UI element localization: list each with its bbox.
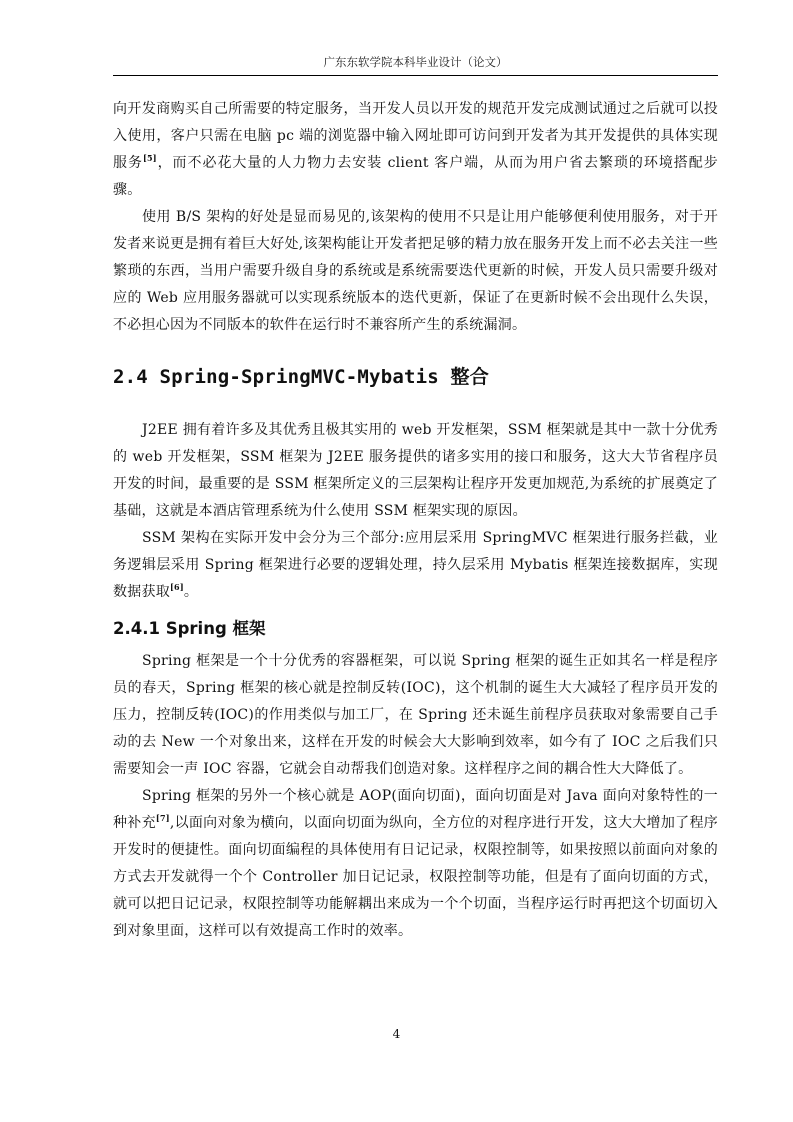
- paragraph-text: Spring 框架的另外一个核心就是 AOP(面向切面)，面向切面是对 Java 面向对象特性的一种补充: [113, 788, 718, 831]
- paragraph-continued: [113, 96, 718, 204]
- paragraph-j2ee: [113, 417, 718, 525]
- paragraph-text: J2EE 拥有着许多及其优秀且极其实用的 web 开发框架，SSM 框架就是其中一款十分优秀的 web 开发框架，SSM 框架为 J2EE 服务提供的诸多实用的接口和服务，这大大节省程序员开发的时间，最重要的是 SSM 框架所定义的三层架构让程序开发更加规范,为系统的扩展奠定了基础，这就是本酒店管理系统为什么使用 SSM 框架实现的原因。: [113, 422, 718, 519]
- paragraph-text-tail: ，而不必花大量的人力物力去安装 client 客户端，从而为用户省去繁琐的环境搭配步骤。: [113, 155, 719, 198]
- page-number: 4: [392, 1027, 401, 1041]
- citation-6: [6]: [170, 582, 184, 592]
- paragraph-spring-ioc: [113, 648, 718, 783]
- section-heading-2-4-1: 2.4.1 Spring 框架: [113, 619, 266, 638]
- paragraph-text: 使用 B/S 架构的好处是显而易见的,该架构的使用不只是让用户能够便利使用服务，对于开发者来说更是拥有着巨大好处,该架构能让开发者把足够的精力放在服务开发上而不必去关注一些繁琐的东西，当用户需要升级自身的系统或是系统需要迭代更新的时候，开发人员只需要升级对应的 Web 应用服务器就可以实现系统版本的迭代更新，保证了在更新时候不会出现什么失误，不必担心因为不同版本的软件在运行时不兼容所产生的系统漏洞。: [113, 209, 718, 333]
- running-header: 广东东软学院本科毕业设计（论文）: [323, 55, 508, 69]
- paragraph-ssm-layers: [113, 525, 718, 606]
- body-content: [113, 96, 718, 945]
- paragraph-text-tail: ,以面向对象为横向，以面向切面为纵向，全方位的对程序进行开发，这大大增加了程序开发时的便捷性。面向切面编程的具体使用有日记记录，权限控制等，如果按照以前面向对象的方式去开发就得一个个 Controller 加日记记录，权限控制等功能，但是有了面向切面的方式，就可以把日记记录，权限控制等功能解耦出来成为一个个切面，当程序运行时再把这个切面切入到对象里面，这样可以有效提高工作时的效率。: [113, 815, 719, 939]
- paragraph-text: Spring 框架是一个十分优秀的容器框架，可以说 Spring 框架的诞生正如其名一样是程序员的春天，Spring 框架的核心就是控制反转(IOC)，这个机制的诞生大大减轻了程序员开发的压力，控制反转(IOC)的作用类似与加工厂，在 Spring 还未诞生前程序员获取对象需要自己手动的去 New 一个对象出来，这样在开发的时候会大大影响到效率，如今有了 IOC 之后我们只需要知会一声 IOC 容器，它就会自动帮我们创造对象。这样程序之间的耦合性大大降低了。: [113, 653, 718, 777]
- paragraph-bs-advantages: [113, 204, 718, 339]
- paragraph-text: SSM 架构在实际开发中会分为三个部分:应用层采用 SpringMVC 框架进行服务拦截，业务逻辑层采用 Spring 框架进行必要的逻辑处理，持久层采用 Mybatis 框架连接数据库，实现数据获取: [113, 530, 718, 600]
- paragraph-text: 向开发商购买自己所需要的特定服务，当开发人员以开发的规范开发完成测试通过之后就可以投入使用，客户只需在电脑 pc 端的浏览器中输入网址即可访问到开发者为其开发提供的具体实现服务: [113, 101, 718, 171]
- citation-5: [5]: [142, 153, 157, 163]
- paragraph-text-tail: 。: [183, 584, 199, 600]
- citation-7: [7]: [155, 813, 170, 823]
- paragraph-spring-aop: [113, 783, 718, 945]
- section-heading-2-4: 2.4 Spring-SpringMVC-Mybatis 整合: [113, 366, 489, 388]
- header-rule: [113, 75, 718, 76]
